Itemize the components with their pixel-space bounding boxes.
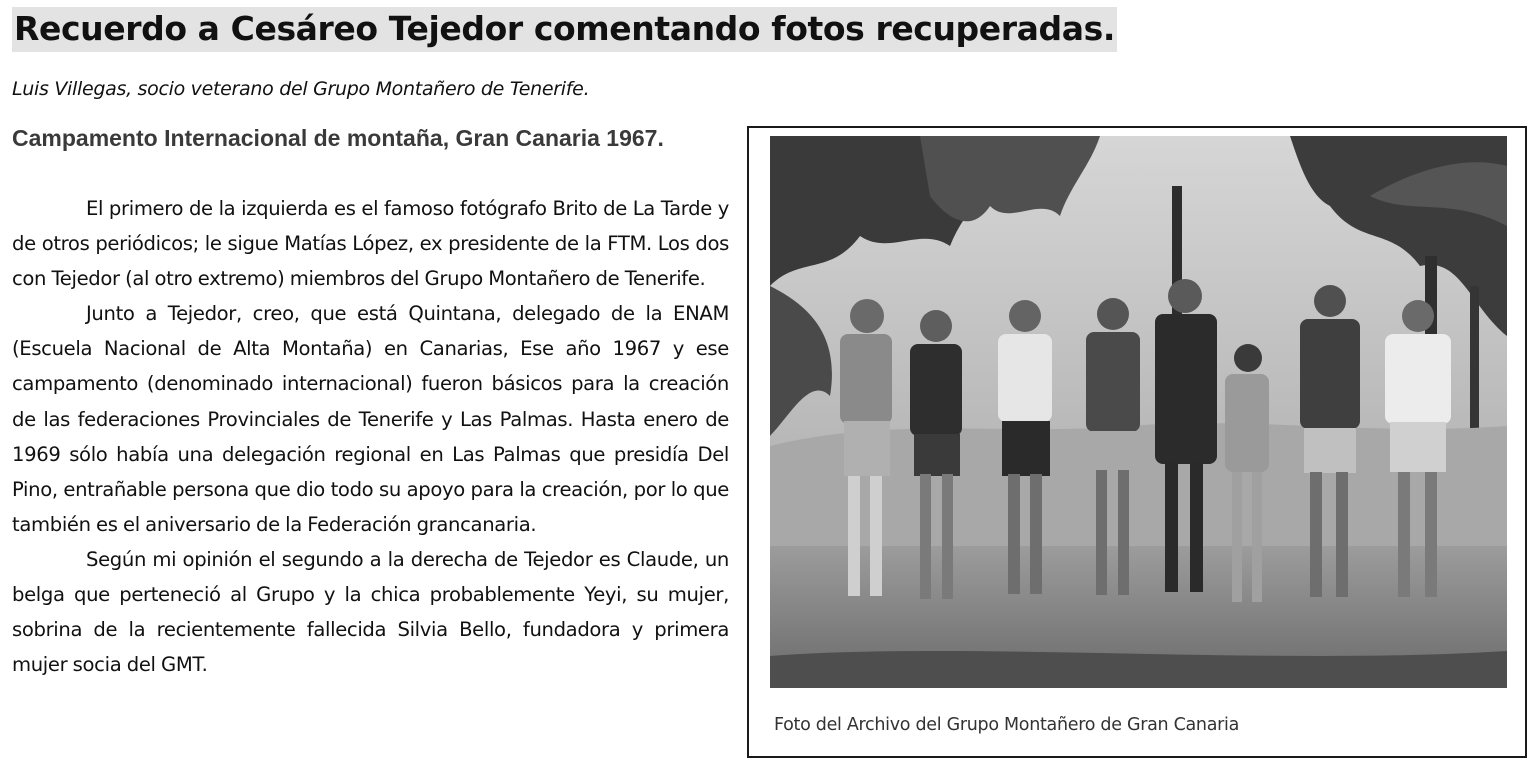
article-body: [12, 191, 729, 682]
paragraph-1: El primero de la izquierda es el famoso fotógrafo Brito de La Tarde y de otros periódicos; le sigue Matías López, ex presidente de la FTM. Los dos con Tejedor (al otro extremo) miembros del Grupo Montañero de Tenerife.: [12, 197, 729, 291]
paragraph-2: Junto a Tejedor, creo, que está Quintana, delegado de la ENAM (Escuela Nacional de Alta Montaña) en Canarias, Ese año 1967 y ese campamento (denominado internacional) fueron básicos para la creación de las federaciones Provinciales de Tenerife y Las Palmas. Hasta enero de 1969 sólo había una delegación regional en Las Palmas que presidía Del Pino, entrañable persona que dio todo su apoyo para la creación, por lo que también es el aniversario de la Federación grancanaria.: [12, 302, 729, 536]
group-photo: [770, 136, 1507, 688]
page-title: Recuerdo a Cesáreo Tejedor comentando fotos recuperadas.: [14, 9, 1115, 48]
title-highlight: [12, 7, 1117, 52]
paragraph-3: Según mi opinión el segundo a la derecha de Tejedor es Claude, un belga que perteneció al Grupo y la chica probablemente Yeyi, su mujer, sobrina de la recientemente fallecida Silvia Bello, fundadora y primera mujer socia del GMT.: [12, 547, 729, 677]
group-photo-image: [770, 136, 1507, 688]
photo-caption: Foto del Archivo del Grupo Montañero de Gran Canaria: [774, 715, 1240, 735]
photo-figure: [747, 126, 1527, 758]
author-byline: Luis Villegas, socio veterano del Grupo Montañero de Tenerife.: [12, 78, 590, 100]
section-heading: Campamento Internacional de montaña, Gran Canaria 1967.: [12, 125, 664, 151]
